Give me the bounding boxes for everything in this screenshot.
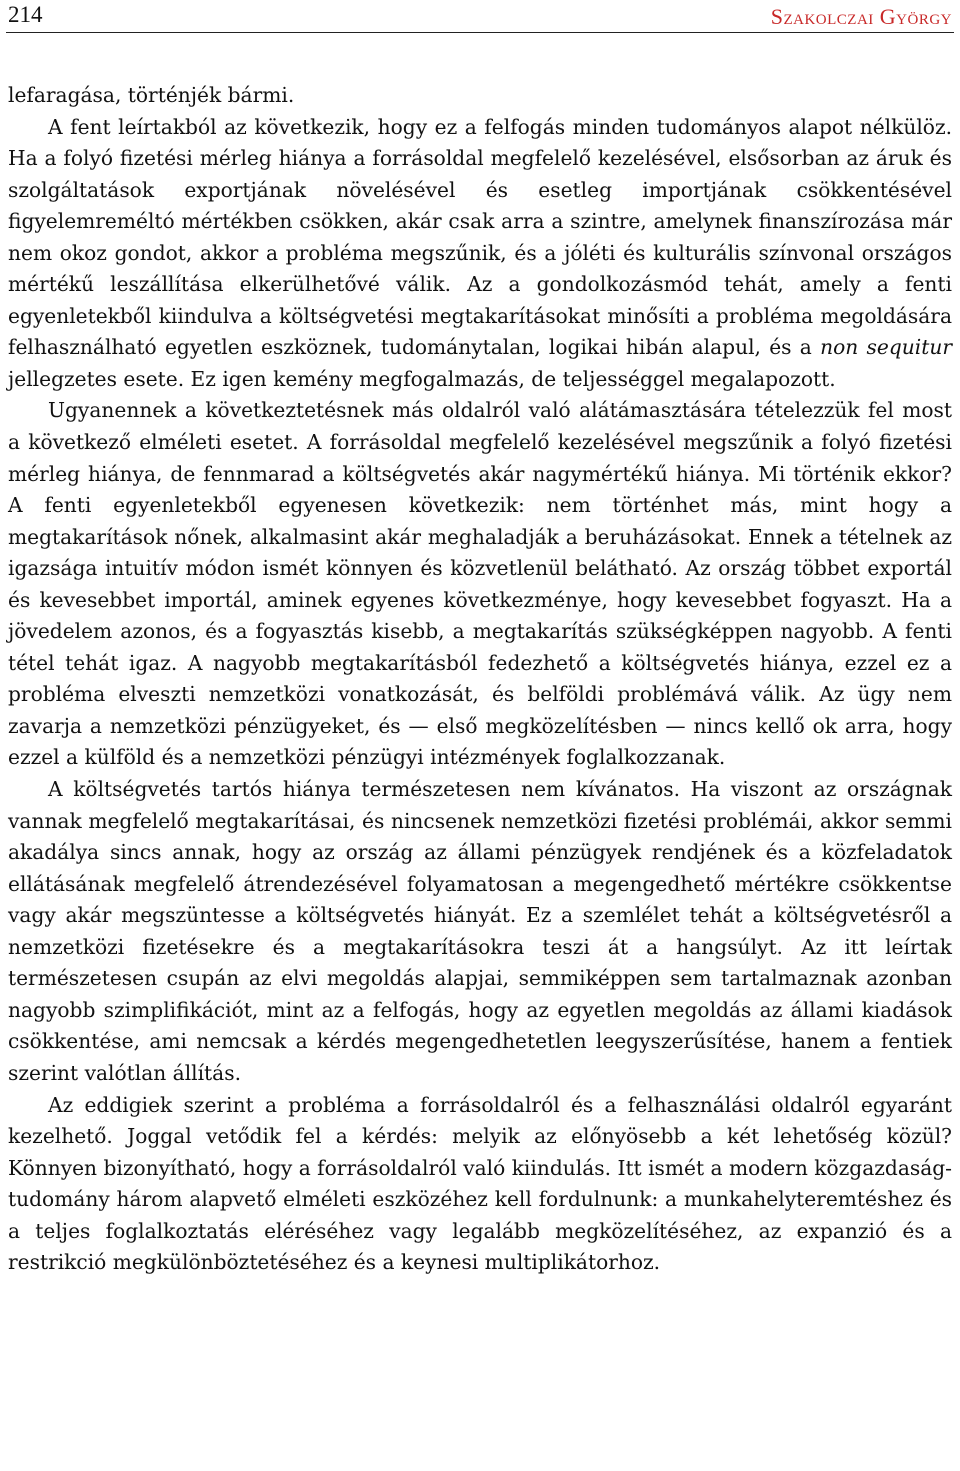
running-header [6, 0, 954, 33]
paragraph-2-text-a: A fent leírtakból az következik, hogy ez a felfogás minden tudományos alapot nélkülöz. Ha a folyó fizetési mérleg hiánya a forrásoldal megfelelő kezelésével, elsősorban az áruk és szolgáltatások exportjának növelésével és esetleg importjának csökkentésével figyelemreméltó mértékben csökken, akár csak arra a szintre, amelynek finanszírozása már nem okoz gondot, akkor a probléma megszűnik, és a jóléti és kulturális színvonal országos mértékű leszállítása elkerülhetővé válik. Az a gondolkozásmód tehát, amely a fenti egyenletekből kiindulva a költségvetési megtakarításokat minősíti a probléma megoldására felhasználható egyetlen eszköznek, tudománytalan, logikai hibán alapul, és a [8, 114, 952, 360]
paragraph-3: Ugyanennek a következtetésnek más oldalról való alátámasztására tételezzük fel most a következő elméleti esetet. A forrásoldal megfelelő kezelésével megszűnik a folyó fizetési mérleg hiánya, de fennmarad a költségvetés akár nagymértékű hiánya. Mi történik ekkor? A fenti egyenletekből egyenesen következik: nem történhet más, mint hogy a megtakarítások nőnek, alkalmasint akár meghaladják a beruházásokat. Ennek a tételnek az igazsága intuitív módon ismét könnyen és közvetlenül belátható. Az ország többet exportál és kevesebbet importál, aminek egyenes következménye, hogy kevesebbet fogyaszt. Ha a jövedelem azonos, és a fogyasztás kisebb, a megtakarítás szükségképpen nagyobb. A fenti tétel tehát igaz. A nagyobb megtakarításból fedezhető a költségvetés hiánya, ezzel ez a probléma elveszti nemzetközi vonatkozását, és belföldi problémává válik. Az ügy nem zavarja a nemzetközi pénzügyeket, és — első megközelítésben — nincs kellő ok arra, hogy ezzel a külföld és a nemzetközi pénzügyi intézmények foglalkozzanak. [8, 398, 952, 770]
paragraph-1: lefaragása, történjék bármi. [8, 83, 295, 107]
page-number: 214 [8, 2, 43, 27]
body-text [8, 80, 952, 1279]
paragraph-2-text-b: jellegzetes esete. Ez igen kemény megfogalmazás, de teljességgel megalapozott. [8, 366, 836, 391]
running-author: Szakolczai György [770, 4, 952, 29]
paragraph-4: A költségvetés tartós hiánya természetesen nem kívánatos. Ha viszont az országnak vannak megfelelő megtakarításai, és nincsenek nemzetközi fizetési problémái, akkor semmi akadálya sincs annak, hogy az ország az állami pénzügyek rendjének és a közfeladatok ellátásának megfelelő átrendezésével folyamatosan a megengedhető mértékre csökkentse vagy akár megszüntesse a költségvetés hiányát. Ez a szemlélet tehát a költségvetésről a nemzetközi fizetésekre és a megtakarításokra teszi át a hangsúlyt. Az itt leírtak természetesen csupán az elvi megoldás alapjai, semmiképpen sem tartalmaznak azonban nagyobb szimplifikációt, mint az a felfogás, hogy az egyetlen megoldás az állami kiadások csökkentése, ami nemcsak a kérdés megengedhetetlen leegyszerűsítése, hanem a fentiek szerint valótlan állítás. [8, 777, 952, 1085]
paragraph-2-italic: non sequitur [820, 335, 952, 360]
paragraph-5: Az eddigiek szerint a probléma a forrásoldalról és a felhasználási oldalról egyaránt kezelhető. Joggal vetődik fel a kérdés: melyik az előnyösebb a két lehetőség közül? Könnyen bizonyítható, hogy a forrásoldalról való kiindulás. Itt ismét a modern közgazdaság-tudomány három alapvető elméleti eszközéhez kell fordulnunk: a munkahelyteremtéshez és a teljes foglalkoztatás eléréséhez vagy legalább megközelítéséhez, az expanzió és a restrikció megkülönböztetéséhez és a keynesi multiplikátorhoz. [8, 1092, 952, 1275]
paragraph-2 [8, 112, 952, 396]
